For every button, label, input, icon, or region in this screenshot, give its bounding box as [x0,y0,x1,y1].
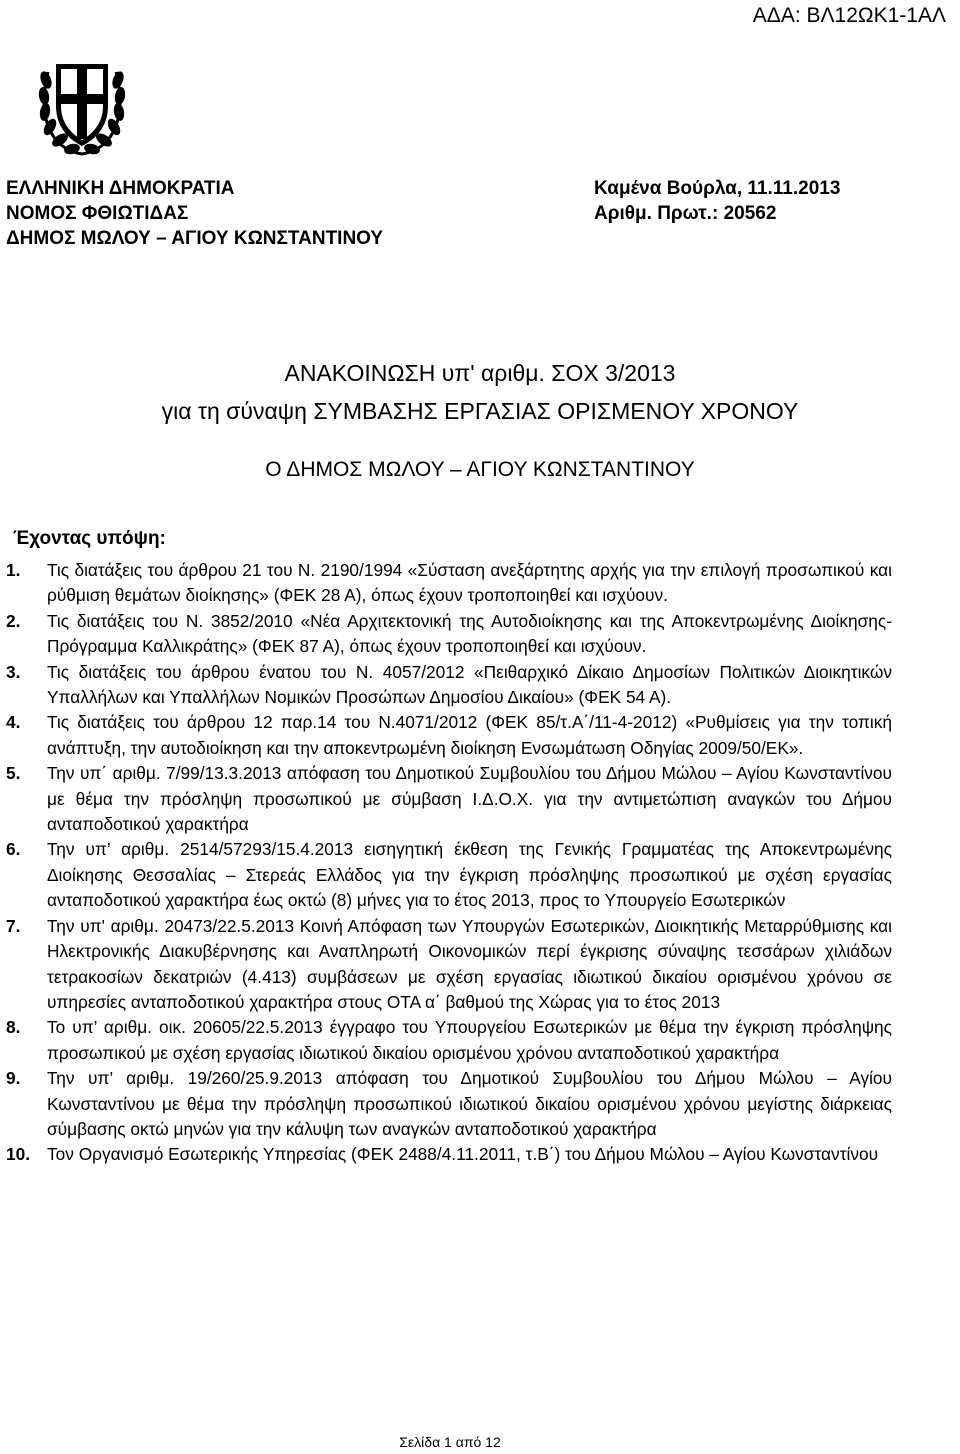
item-text: Την υπ’ αριθμ. 2514/57293/15.4.2013 εισηγητική έκθεση της Γενικής Γραμματέας της Αποκεντρωμένης Διοίκησης Θεσσαλίας – Στερεάς Ελλάδος για την έγκριση πρόσληψης προσωπικού με σχέση εργασίας ανταποδοτικού χαρακτήρα έως οκτώ (8) μήνες για το έτος 2013, προς το Υπουργείο Εσωτερικών [47,839,892,911]
header-country: ΕΛΛΗΝΙΚΗ ΔΗΜΟΚΡΑΤΙΑ [6,178,235,199]
header-prefecture: ΝΟΜΟΣ ΦΘΙΩΤΙΔΑΣ [6,203,189,224]
item-text: Τις διατάξεις του άρθρου ένατου του Ν. 4057/2012 «Πειθαρχικό Δίκαιο Δημοσίων Πολιτικών Διοικητικών Υπαλλήλων και Υπαλλήλων Νομικών Προσώπων Δημοσίου Δικαίου» (ΦΕΚ 54 Α). [47,661,892,708]
municipality-heading: Ο ΔΗΜΟΣ ΜΩΛΟΥ – ΑΓΙΟΥ ΚΩΝΣΤΑΝΤΙΝΟΥ [265,458,695,481]
considering-heading: Έχοντας υπόψη: [13,528,166,549]
header-municipality: ΔΗΜΟΣ ΜΩΛΟΥ – ΑΓΙΟΥ ΚΩΝΣΤΑΝΤΙΝΟΥ [6,228,384,249]
header-protocol-number: Αριθμ. Πρωτ.: 20562 [594,203,777,224]
list-item [6,660,892,711]
list-item [6,710,892,761]
item-text: Την υπ΄ αριθμ. 7/99/13.3.2013 απόφαση του Δημοτικού Συμβουλίου του Δήμου Μώλου – Αγίου Κωνσταντίνου με θέμα την πρόσληψη προσωπικού με σύμβαση Ι.Δ.Ο.Χ. για την αντιμετώπιση αναγκών του Δήμου ανταποδοτικού χαρακτήρα [47,763,892,835]
item-number: 8. [6,1017,21,1038]
item-text: Τις διατάξεις του άρθρου 12 παρ.14 του Ν.4071/2012 (ΦΕΚ 85/τ.Α΄/11-4-2012) «Ρυθμίσεις για την τοπική ανάπτυξη, την αυτοδιοίκηση και την αποκεντρωμένη διοίκηση Ενσωμάτωση Οδηγίας 2009/50/ΕΚ». [47,712,892,758]
document-code: ΑΔΑ: ΒΛ12ΩΚ1-1ΑΛ [752,4,946,27]
list-item [6,1015,892,1066]
list-item [6,761,892,837]
item-number: 3. [6,661,21,682]
item-number: 9. [6,1068,21,1089]
item-number: 2. [6,610,21,631]
item-number: 5. [6,763,21,784]
list-item [6,1142,892,1167]
header-place-date: Καμένα Βούρλα, 11.11.2013 [594,178,841,199]
list-item [6,914,892,1016]
item-text: Τις διατάξεις του άρθρου 21 του Ν. 2190/1994 «Σύσταση ανεξάρτητης αρχής για την επιλογή προσωπικού και ρύθμιση θεμάτων διοίκησης» (ΦΕΚ 28 Α), όπως έχουν τροποποιηθεί και ισχύουν. [47,560,892,606]
list-item [6,837,892,913]
page-number-footer: Σελίδα 1 από 12 [399,1434,501,1450]
item-text: Την υπ’ αριθμ. 19/260/25.9.2013 απόφαση του Δημοτικού Συμβουλίου του Δήμου Μώλου – Αγίου Κωνσταντίνου με θέμα την πρόσληψη προσωπικού ιδιωτικού δικαίου ορισμένου χρόνου μεγίστης διάρκειας σύμβασης οκτώ μηνών για την κάλυψη των αναγκών ανταποδοτικού χαρακτήρα [47,1068,892,1139]
item-number: 4. [6,712,21,733]
announcement-subtitle: για τη σύναψη ΣΥΜΒΑΣΗΣ ΕΡΓΑΣΙΑΣ ΟΡΙΣΜΕΝΟΥ ΧΡΟΝΟΥ [161,398,799,424]
considerations-list [6,558,892,1168]
date-protocol-header [594,176,840,226]
list-item [6,609,892,660]
list-item [6,558,892,609]
item-number: 7. [6,915,21,936]
greek-republic-emblem-icon [36,50,128,160]
announcement-title: ΑΝΑΚΟΙΝΩΣΗ υπ' αριθμ. ΣΟΧ 3/2013 [284,360,676,386]
issuer-header [6,176,383,251]
item-text: Τις διατάξεις του Ν. 3852/2010 «Νέα Αρχιτεκτονική της Αυτοδιοίκησης και της Αποκεντρωμένης Διοίκησης- Πρόγραμμα Καλλικράτης» (ΦΕΚ 87 Α), όπως έχουν τροποποιηθεί και ισχύουν. [47,610,892,657]
item-number: 6. [6,839,21,860]
item-number: 1. [6,560,21,580]
item-text: Τον Οργανισμό Εσωτερικής Υπηρεσίας (ΦΕΚ 2488/4.11.2011, τ.Β΄) του Δήμου Μώλου – Αγίου Κωνσταντίνου [47,1144,879,1165]
item-text: Την υπ' αριθμ. 20473/22.5.2013 Κοινή Απόφαση των Υπουργών Εσωτερικών, Διοικητικής Μεταρρύθμισης και Ηλεκτρονικής Διακυβέρνησης και Αναπληρωτή Οικονομικών περί έγκρισης σύναψης τεσσάρων χιλιάδων τετρακοσίων δεκατριών (4.413) συμβάσεων με σχέση εργασίας ιδιωτικού δικαίου ορισμένου χρόνου σε υπηρεσίες ανταποδοτικού χαρακτήρα στους ΟΤΑ α΄ βαθμού της Χώρας για το έτος 2013 [47,915,892,1012]
list-item [6,1066,892,1142]
item-number: 10. [6,1144,31,1165]
item-text: Το υπ’ αριθμ. οικ. 20605/22.5.2013 έγγραφο του Υπουργείου Εσωτερικών με θέμα την έγκριση πρόσληψης προσωπικού με σχέση εργασίας ιδιωτικού δικαίου ορισμένου χρόνου ανταποδοτικού χαρακτήρα [47,1017,892,1063]
